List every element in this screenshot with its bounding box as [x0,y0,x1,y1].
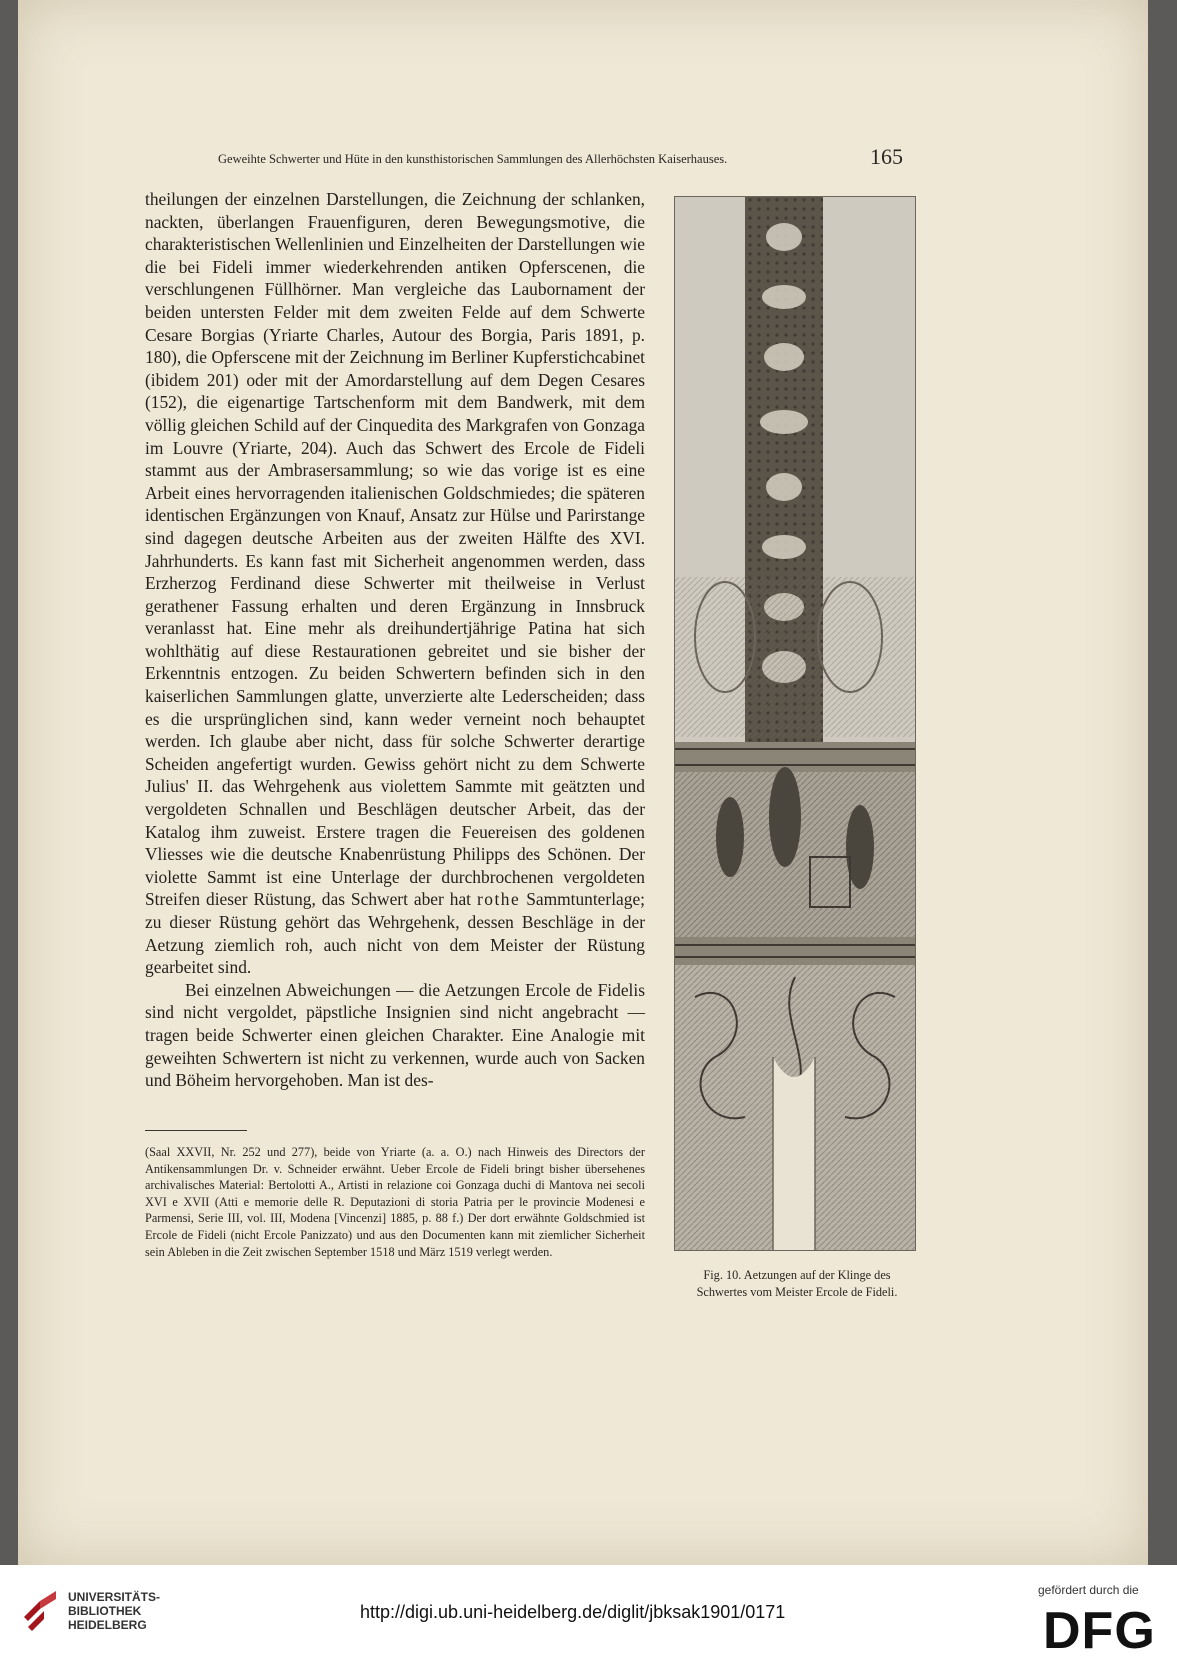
sword-blade-figure [674,196,916,1251]
viewer-footer [0,1565,1177,1662]
library-name-line-3: HEIDELBERG [68,1618,147,1632]
running-head: Geweihte Schwerter und Hüte in den kunsthistorischen Sammlungen des Allerhöchsten Kaiserhauses. [218,152,728,166]
paragraph-1-text-a: theilungen der einzelnen Darstellungen, die Zeichnung der schlanken, nackten, überlangen Frauenfiguren, deren Bewegungsmotive, die charakteristischen Wellenlinien und Einzelheiten der Darstellungen wie die bei Fideli immer wiederkehrenden antiken Opferscenen, die verschlungenen Füllhörner. Man vergleiche das Laubornament der beiden untersten Felder mit dem zweiten Felde auf dem Schwerte Cesare Borgias (Yriarte Charles, Autour des Borgia, Paris 1891, p. 180), die Opferscene mit der Zeichnung im Berliner Kupferstichcabinet (ibidem 201) oder mit der Amordarstellung auf dem Degen Cesares (152), die eigenartige Tartschenform mit dem Bandwerk, mit dem völlig gleichen Schild auf der Cinquedita des Markgrafen von Gonzaga im Louvre (Yriarte, 204). Auch das Schwert des Ercole de Fideli stammt aus der Ambrasersammlung; so wie das vorige ist es eine Arbeit eines hervorragenden italienischen Goldschmiedes; die späteren identischen Ergänzungen von Knauf, Ansatz zur Hülse und Parirstange sind dagegen deutsche Arbeiten aus der zweiten Hälfte des XVI. Jahrhunderts. Es kann fast mit Sicherheit angenommen werden, dass Erzherzog Ferdinand diese Schwerter mit theilweise in Verlust gerathener Fassung erhalten und deren Ergänzung in Innsbruck veranlasst hat. Eine mehr als dreihundertjährige Patina hat sich wohlthätig auf diese Restaurationen gebreitet und sie bisher der Erkenntnis entzogen. Zu beiden Schwertern befinden sich in den kaiserlichen Sammlungen glatte, unverzierte alte Lederscheiden; dass es die ursprünglichen sind, kann weder verneint noch behauptet werden. Ich glaube aber nicht, dass für solche Schwerter derartige Scheiden angefertigt wurden. Gewiss gehört nicht zu dem Schwerte Julius' II. das Wehrgehenk aus violettem Sammte mit geätzten und vergoldeten Schnallen und Beschlägen deutscher Arbeit, das der Katalog ihm zuweist. Erstere tragen die Feuereisen des goldenen Vliesses wie die deutsche Knabenrüstung Philipps des Schönen. Der violette Sammt ist eine Unterlage der durchbrochenen vergoldeten Streifen dieser Rüstung, das Schwert aber hat [145,189,645,910]
dfg-logo: DFG [1043,1602,1156,1660]
university-library-logo-icon [20,1587,60,1637]
body-text [145,188,645,1092]
library-name-line-1: UNIVERSITÄTS- [68,1590,161,1604]
scanned-page [18,0,1148,1565]
paragraph-1-text-b: Sammtunterlage; zu dieser Rüstung gehört das Wehrgehenk, dessen Beschläge in der Aetzung ziemlich roh, auch nicht von dem Meister der Rüstung gearbeitet sind. [145,889,645,978]
footnote-rule [145,1130,247,1131]
funding-note: gefördert durch die [1038,1583,1139,1597]
paragraph-1 [145,188,645,979]
spaced-word: rothe [476,889,521,910]
caption-line-2: Schwertes vom Meister Ercole de Fideli. [696,1284,898,1299]
permalink-url[interactable]: http://digi.ub.uni-heidelberg.de/diglit/jbksak1901/0171 [360,1602,786,1622]
figure-caption [674,1267,920,1300]
sword-blade-etching-illustration [675,197,915,1250]
caption-line-1: Fig. 10. Aetzungen auf der Klinge des [703,1268,891,1282]
paragraph-2: Bei einzelnen Abweichungen — die Aetzungen Ercole de Fidelis sind nicht vergoldet, päpstliche Insignien sind nicht angebracht — tragen beide Schwerter einen gleichen Charakter. Eine Analogie mit geweihten Schwertern ist nicht zu verkennen, wurde auch von Sacken und Böheim hervorgehoben. Man ist des- [145,979,645,1091]
library-name-line-2: BIBLIOTHEK [68,1604,142,1618]
page-number: 165 [870,144,903,169]
footnote: (Saal XXVII, Nr. 252 und 277), beide von Yriarte (a. a. O.) nach Hinweis des Directors der Antikensammlungen Dr. v. Schneider erwähnt. Ueber Ercole de Fideli bringt bisher übersehenes archivalisches Material: Bertolotti A., Artisti in relazione coi Gonzaga duchi di Mantova nei secoli XVI e XVII (Atti e memorie delle R. Deputazioni di storia Patria per le provincie Modenesi e Parmensi, Serie III, vol. III, Modena [Vincenzi] 1885, p. 88 f.) Der dort erwähnte Goldschmied ist Ercole de Fideli (nicht Ercole Panizzato) und aus den Documenten kann mit ziemlicher Sicherheit sein Ableben in die Zeit zwischen September 1518 und März 1519 verlegt werden. [145,1145,645,1259]
university-library-name [68,1590,160,1632]
